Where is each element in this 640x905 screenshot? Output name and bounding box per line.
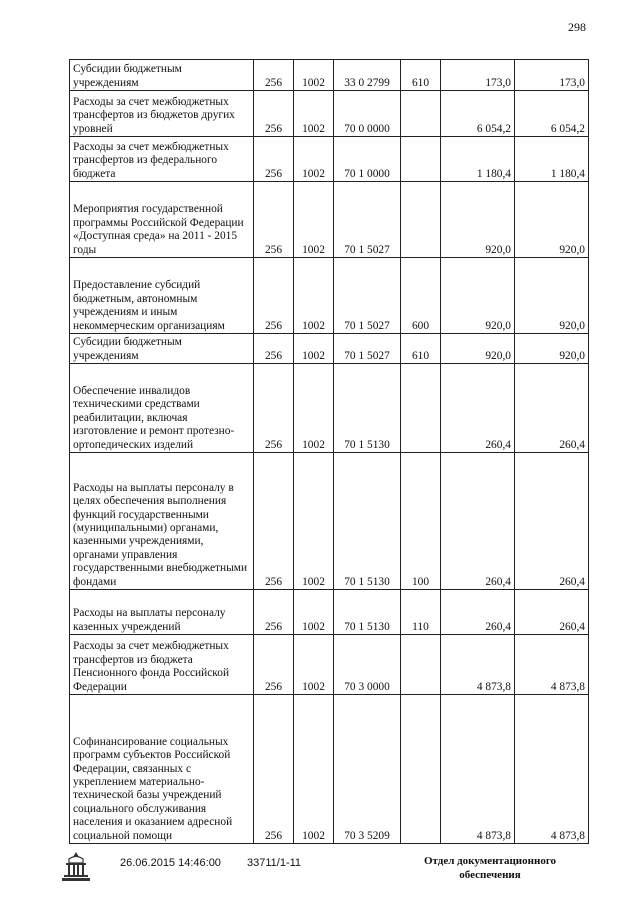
row-amount-1: 173,0	[441, 60, 515, 91]
row-section: 1002	[294, 182, 334, 258]
row-article: 70 1 5027	[334, 334, 401, 364]
row-code: 256	[254, 60, 294, 91]
table-row	[70, 364, 589, 453]
row-article: 70 1 5027	[334, 258, 401, 334]
row-amount-1: 260,4	[441, 453, 515, 590]
row-section: 1002	[294, 453, 334, 590]
row-code: 256	[254, 364, 294, 453]
row-article: 70 3 0000	[334, 635, 401, 695]
row-amount-1: 1 180,4	[441, 137, 515, 182]
row-type: 110	[401, 590, 441, 635]
table-row	[70, 695, 589, 844]
row-code: 256	[254, 453, 294, 590]
row-section: 1002	[294, 635, 334, 695]
row-section: 1002	[294, 590, 334, 635]
row-code: 256	[254, 258, 294, 334]
table-row	[70, 137, 589, 182]
row-name: Субсидии бюджетным учреждениям	[70, 60, 254, 91]
row-amount-2: 1 180,4	[515, 137, 589, 182]
row-amount-1: 920,0	[441, 182, 515, 258]
table-row	[70, 334, 589, 364]
row-name: Расходы за счет межбюджетных трансфертов из бюджета Пенсионного фонда Российской Федерации	[70, 635, 254, 695]
row-type: 610	[401, 334, 441, 364]
row-amount-2: 260,4	[515, 364, 589, 453]
row-name: Мероприятия государственной программы Российской Федерации «Доступная среда» на 2011 - 2015 годы	[70, 182, 254, 258]
row-code: 256	[254, 590, 294, 635]
row-name: Предоставление субсидий бюджетным, автономным учреждениям и иным некоммерческим организациям	[70, 258, 254, 334]
row-type	[401, 137, 441, 182]
row-section: 1002	[294, 91, 334, 137]
row-article: 70 1 5027	[334, 182, 401, 258]
row-amount-2: 920,0	[515, 258, 589, 334]
row-article: 70 0 0000	[334, 91, 401, 137]
row-name: Расходы за счет межбюджетных трансфертов из бюджетов других уровней	[70, 91, 254, 137]
row-section: 1002	[294, 695, 334, 844]
row-amount-1: 4 873,8	[441, 695, 515, 844]
row-name: Софинансирование социальных программ субъектов Российской Федерации, связанных с укреплением материально-технической базы учреждений социального обслуживания населения и оказанием адресной социальной помощи	[70, 695, 254, 844]
row-name: Расходы за счет межбюджетных трансфертов из федерального бюджета	[70, 137, 254, 182]
row-code: 256	[254, 635, 294, 695]
row-amount-2: 4 873,8	[515, 695, 589, 844]
row-amount-1: 920,0	[441, 258, 515, 334]
table-row	[70, 590, 589, 635]
footer-department	[405, 854, 575, 882]
table-row	[70, 60, 589, 91]
row-amount-2: 260,4	[515, 453, 589, 590]
table-row	[70, 258, 589, 334]
row-article: 70 1 5130	[334, 453, 401, 590]
row-amount-1: 260,4	[441, 364, 515, 453]
budget-table	[69, 59, 589, 844]
row-article: 33 0 2799	[334, 60, 401, 91]
row-amount-2: 173,0	[515, 60, 589, 91]
row-type: 610	[401, 60, 441, 91]
page-number: 298	[568, 20, 586, 34]
row-amount-1: 6 054,2	[441, 91, 515, 137]
row-section: 1002	[294, 364, 334, 453]
row-section: 1002	[294, 60, 334, 91]
table-row	[70, 453, 589, 590]
row-article: 70 3 5209	[334, 695, 401, 844]
page-footer	[0, 848, 640, 898]
footer-department-line-1: Отдел документационного	[423, 855, 557, 867]
row-code: 256	[254, 695, 294, 844]
row-type	[401, 182, 441, 258]
table-row	[70, 91, 589, 137]
row-amount-2: 260,4	[515, 590, 589, 635]
row-code: 256	[254, 182, 294, 258]
row-code: 256	[254, 91, 294, 137]
table-row	[70, 635, 589, 695]
footer-document-code: 33711/1-11	[247, 857, 302, 869]
row-article: 70 1 5130	[334, 590, 401, 635]
row-type	[401, 635, 441, 695]
row-section: 1002	[294, 334, 334, 364]
row-amount-2: 6 054,2	[515, 91, 589, 137]
row-section: 1002	[294, 258, 334, 334]
row-name: Расходы на выплаты персоналу в целях обеспечения выполнения функций государственными (муниципальными) органами, казенными учреждениями, органами управления государственными внебюджетными фондами	[70, 453, 254, 590]
row-amount-1: 4 873,8	[441, 635, 515, 695]
row-name: Обеспечение инвалидов техническими средствами реабилитации, включая изготовление и ремонт протезно-ортопедических изделий	[70, 364, 254, 453]
footer-department-line-2: обеспечения	[459, 869, 521, 881]
row-section: 1002	[294, 137, 334, 182]
row-article: 70 1 0000	[334, 137, 401, 182]
row-article: 70 1 5130	[334, 364, 401, 453]
table-body	[70, 60, 589, 844]
row-amount-2: 920,0	[515, 334, 589, 364]
row-name: Расходы на выплаты персоналу казенных учреждений	[70, 590, 254, 635]
row-code: 256	[254, 137, 294, 182]
row-amount-1: 260,4	[441, 590, 515, 635]
row-amount-2: 4 873,8	[515, 635, 589, 695]
row-type	[401, 364, 441, 453]
footer-timestamp: 26.06.2015 14:46:00	[120, 857, 221, 869]
row-code: 256	[254, 334, 294, 364]
emblem-icon	[60, 850, 92, 884]
row-amount-2: 920,0	[515, 182, 589, 258]
row-type	[401, 91, 441, 137]
row-type: 600	[401, 258, 441, 334]
row-amount-1: 920,0	[441, 334, 515, 364]
row-name: Субсидии бюджетным учреждениям	[70, 334, 254, 364]
row-type: 100	[401, 453, 441, 590]
row-type	[401, 695, 441, 844]
table-row	[70, 182, 589, 258]
